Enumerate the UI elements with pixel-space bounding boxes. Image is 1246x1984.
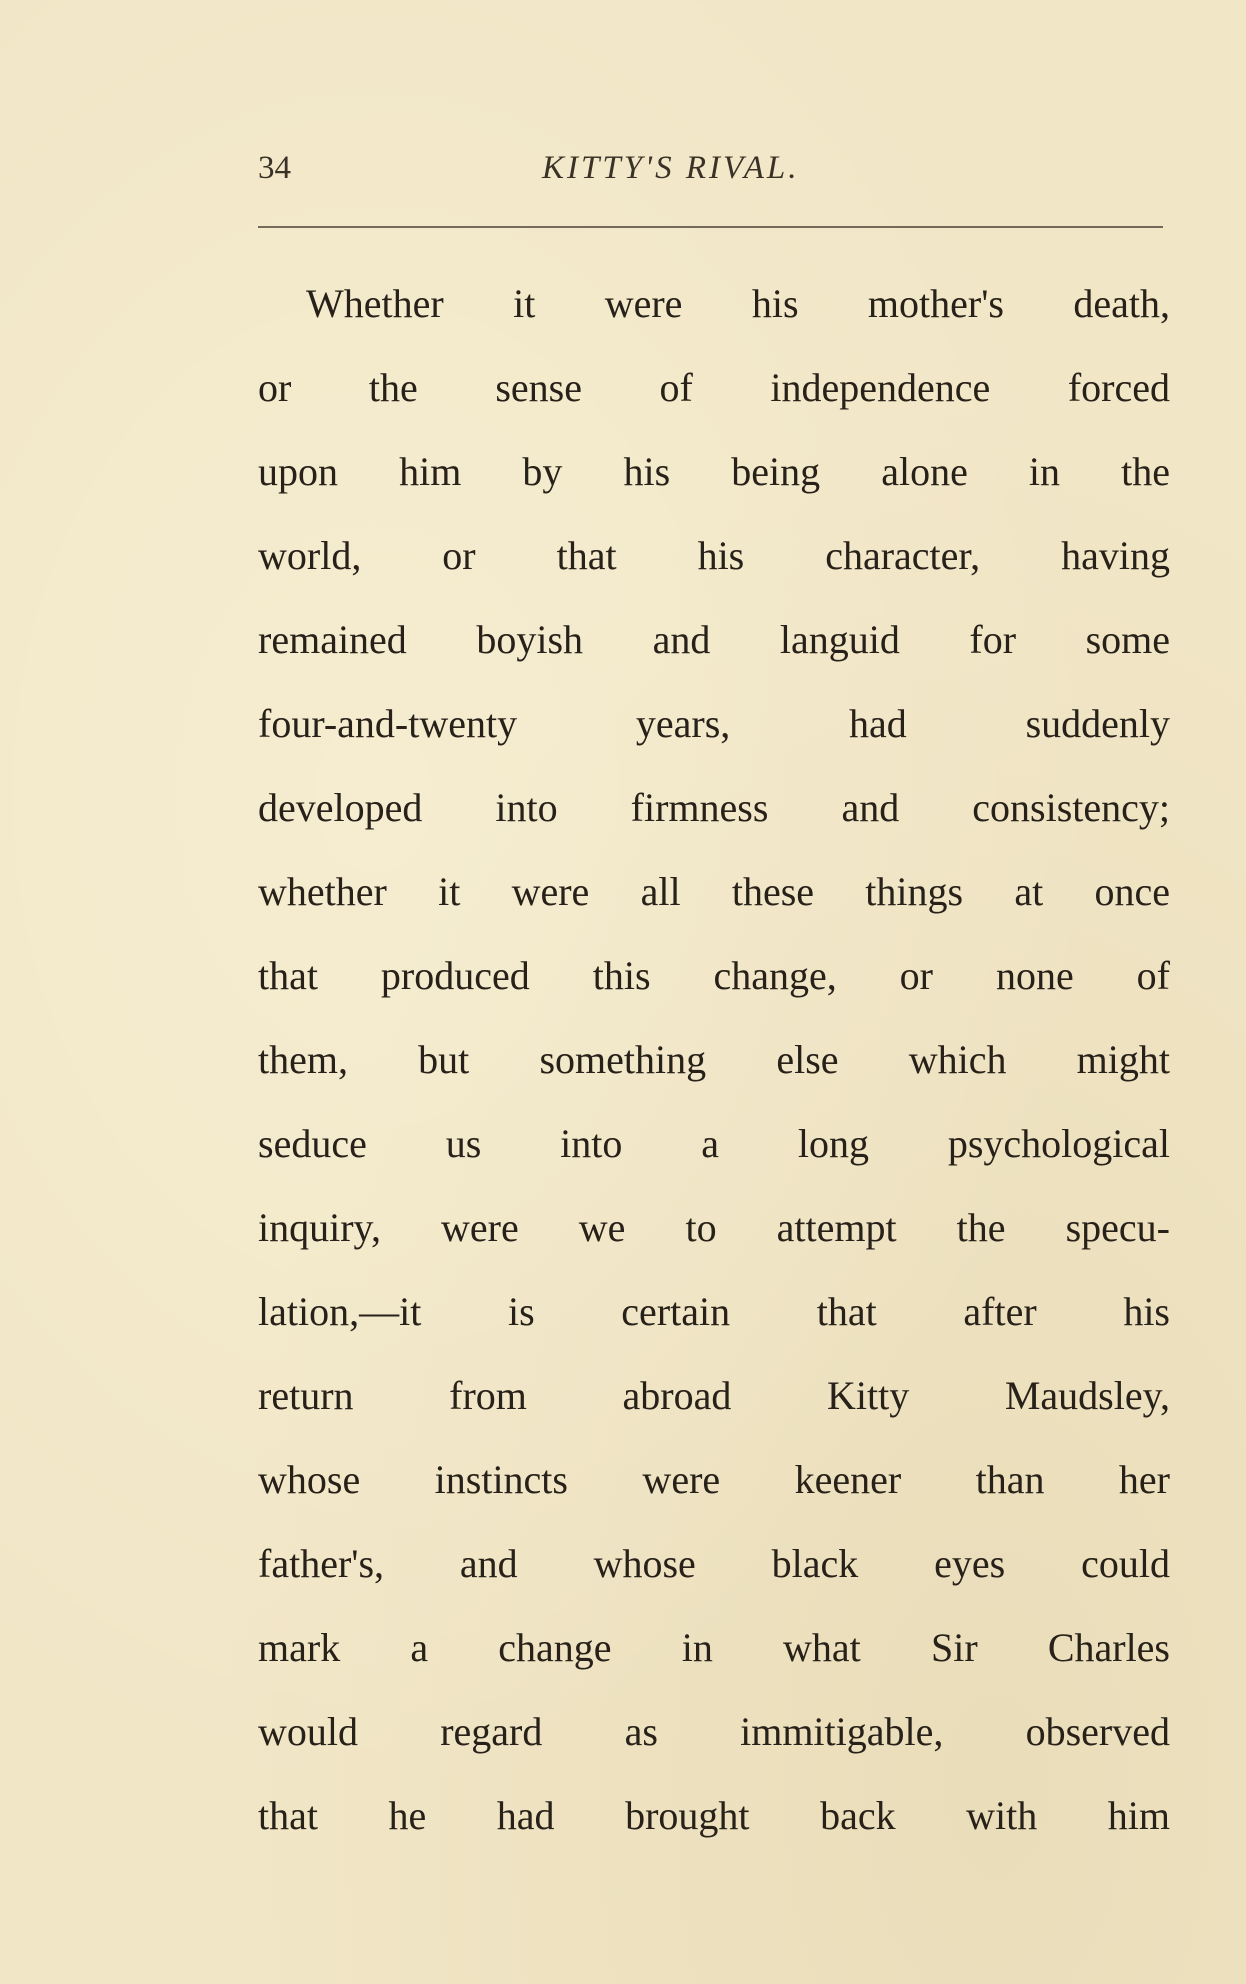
text-line: that he had brought back with him: [258, 1793, 1170, 1838]
text-line: seduce us into a long psychological: [258, 1121, 1170, 1166]
text-line: developed into firmness and consistency;: [258, 785, 1170, 830]
text-line: Whether it were his mother's death,: [306, 281, 1170, 326]
text-line: whose instincts were keener than her: [258, 1457, 1170, 1502]
text-line: them, but something else which might: [258, 1037, 1170, 1082]
header-rule: [258, 226, 1163, 228]
text-line: whether it were all these things at once: [258, 869, 1170, 914]
text-line: mark a change in what Sir Charles: [258, 1625, 1170, 1670]
text-line: upon him by his being alone in the: [258, 449, 1170, 494]
text-line: would regard as immitigable, observed: [258, 1709, 1170, 1754]
running-title: KITTY'S RIVAL.: [542, 150, 800, 186]
text-line: return from abroad Kitty Maudsley,: [258, 1373, 1170, 1418]
text-line: father's, and whose black eyes could: [258, 1541, 1170, 1586]
text-line: inquiry, were we to attempt the specu-: [258, 1205, 1170, 1250]
text-line: or the sense of independence forced: [258, 365, 1170, 410]
text-line: remained boyish and languid for some: [258, 617, 1170, 662]
text-line: world, or that his character, having: [258, 533, 1170, 578]
text-line: that produced this change, or none of: [258, 953, 1170, 998]
page-header: [258, 150, 1170, 200]
text-line: lation,—it is certain that after his: [258, 1289, 1170, 1334]
text-line: four-and-twenty years, had suddenly: [258, 701, 1170, 746]
page-number: 34: [258, 150, 291, 186]
body-text: [258, 262, 1170, 1858]
